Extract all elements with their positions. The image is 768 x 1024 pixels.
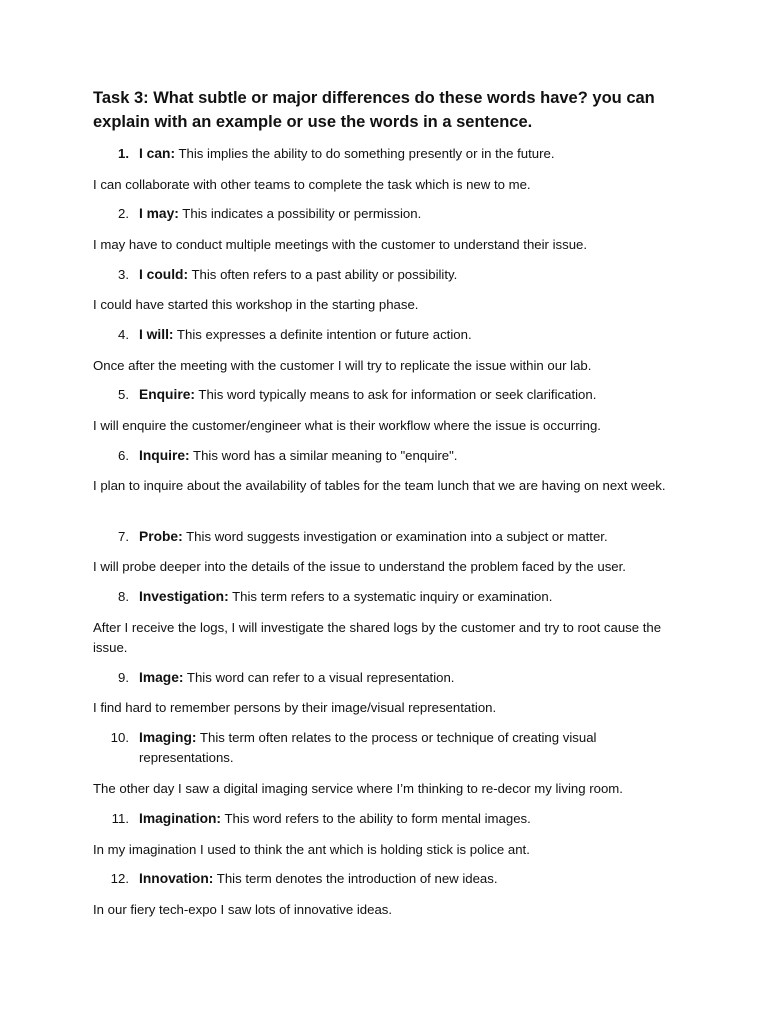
example-sentence-3: I could have started this workshop in the starting phase.	[93, 297, 419, 312]
item-text	[139, 869, 659, 889]
item-term: I could:	[139, 267, 189, 282]
example-sentence-5: I will enquire the customer/engineer what is their workflow where the issue is occurring.	[93, 418, 601, 433]
item-definition: This word suggests investigation or examination into a subject or matter.	[182, 529, 608, 544]
example-sentence-6: I plan to inquire about the availability of tables for the team lunch that we are having on next week.	[93, 478, 666, 493]
example-sentence-10: The other day I saw a digital imaging service where I’m thinking to re-decor my living room.	[93, 781, 623, 796]
item-term: Inquire:	[139, 448, 190, 463]
item-term: Enquire:	[139, 387, 195, 402]
item-definition: This term denotes the introduction of new ideas.	[213, 871, 498, 886]
item-term: Innovation:	[139, 871, 214, 886]
item-number: 4.	[118, 327, 129, 342]
item-number: 1.	[118, 146, 129, 161]
item-number: 8.	[118, 589, 129, 604]
example-sentence-8: After I receive the logs, I will investigate the shared logs by the customer and try to root cause the issue.	[93, 620, 662, 655]
item-text	[139, 809, 659, 829]
item-text	[139, 668, 659, 688]
item-term: Investigation:	[139, 589, 229, 604]
item-number: 2.	[118, 206, 129, 221]
example-sentence-1: I can collaborate with other teams to complete the task which is new to me.	[93, 177, 531, 192]
item-text	[139, 587, 659, 607]
item-number: 10.	[110, 730, 129, 745]
example-sentence-2: I may have to conduct multiple meetings with the customer to understand their issue.	[93, 237, 588, 252]
item-term: I may:	[139, 206, 179, 221]
example-sentence-9: I find hard to remember persons by their image/visual representation.	[93, 700, 497, 715]
item-text	[139, 144, 659, 164]
item-term: Probe:	[139, 529, 183, 544]
item-text	[139, 204, 659, 224]
item-text	[139, 265, 659, 285]
item-term: Imagination:	[139, 811, 222, 826]
item-number: 5.	[118, 387, 129, 402]
item-number: 9.	[118, 670, 129, 685]
item-term: Image:	[139, 670, 184, 685]
item-text	[139, 446, 659, 466]
item-definition: This word can refer to a visual representation.	[183, 670, 455, 685]
item-definition: This expresses a definite intention or future action.	[173, 327, 472, 342]
item-definition: This word refers to the ability to form mental images.	[221, 811, 531, 826]
item-text	[139, 385, 659, 405]
item-definition: This word typically means to ask for information or seek clarification.	[194, 387, 597, 402]
item-text	[139, 728, 659, 768]
example-sentence-4: Once after the meeting with the customer I will try to replicate the issue within our lab.	[93, 358, 592, 373]
item-definition: This implies the ability to do something presently or in the future.	[175, 146, 555, 161]
item-definition: This term refers to a systematic inquiry or examination.	[228, 589, 553, 604]
item-term: I will:	[139, 327, 174, 342]
item-definition: This often refers to a past ability or possibility.	[188, 267, 458, 282]
item-text	[139, 325, 659, 345]
item-definition: This word has a similar meaning to "enquire".	[189, 448, 458, 463]
item-definition: This indicates a possibility or permission.	[178, 206, 422, 221]
item-number: 6.	[118, 448, 129, 463]
item-term: I can:	[139, 146, 176, 161]
example-sentence-11: In my imagination I used to think the ant which is holding stick is police ant.	[93, 842, 530, 857]
item-definition: This term often relates to the process or technique of creating visual representations.	[139, 730, 597, 765]
item-term: Imaging:	[139, 730, 197, 745]
example-sentence-7: I will probe deeper into the details of the issue to understand the problem faced by the user.	[93, 559, 626, 574]
item-number: 7.	[118, 529, 129, 544]
task-title: Task 3: What subtle or major differences do these words have? you can explain with an example or use the words in a sentence.	[93, 89, 655, 131]
item-number: 11.	[111, 811, 129, 826]
item-number: 12.	[110, 871, 129, 886]
item-text	[139, 527, 659, 547]
example-sentence-12: In our fiery tech-expo I saw lots of innovative ideas.	[93, 902, 393, 917]
item-number: 3.	[118, 267, 129, 282]
